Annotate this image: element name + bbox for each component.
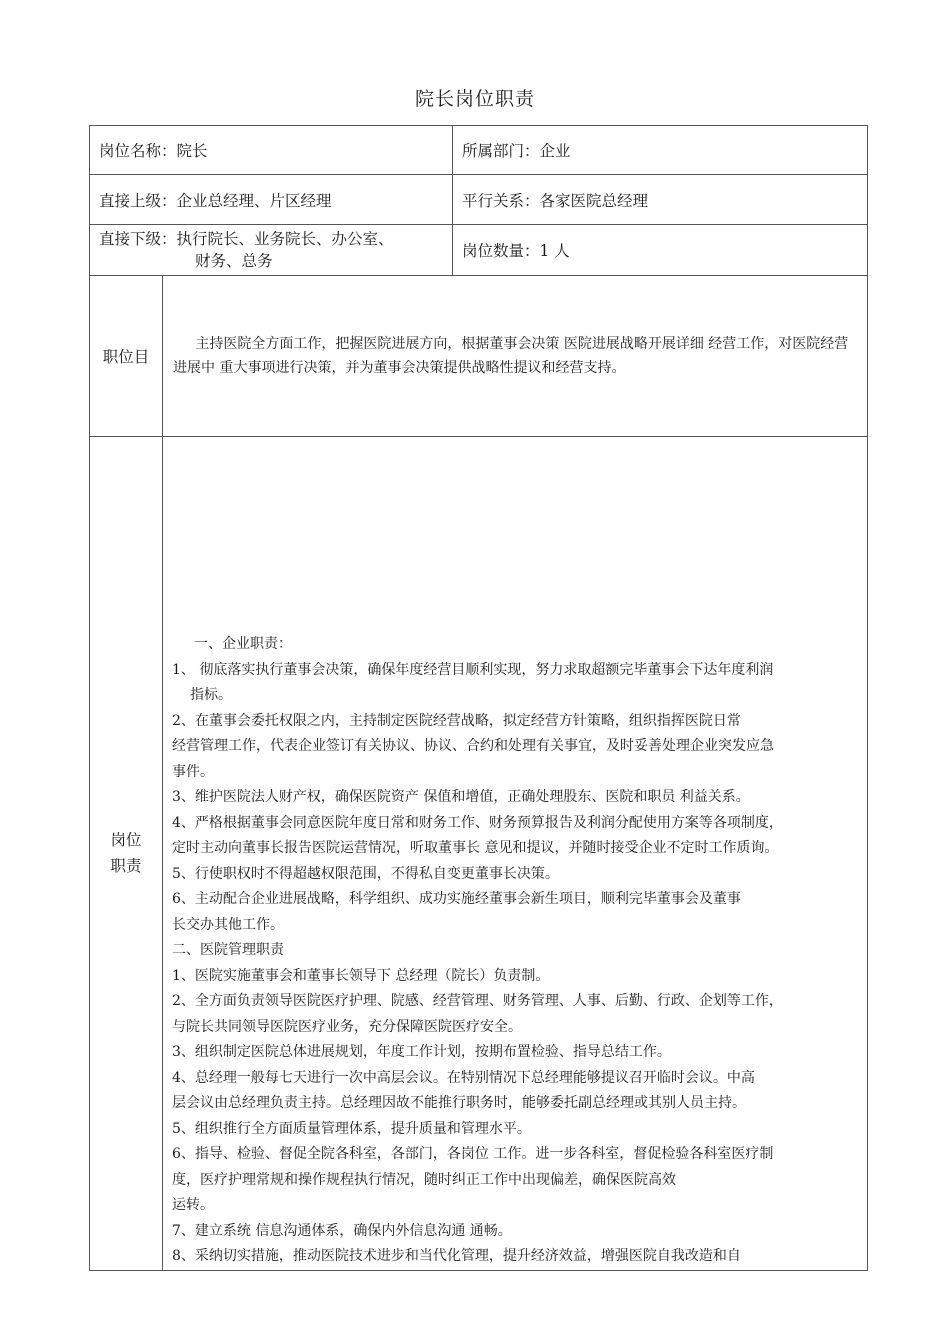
duty-line: 6、主动配合企业进展战略，科学组织、成功实施经董事会新生项目，顺利完毕董事会及董事 [172, 891, 741, 907]
duty-line: 2、全方面负责领导医院医疗护理、院感、经营管理、财务管理、人事、后勤、行政、企划等工作， [172, 993, 783, 1009]
duty-line: 指标。 [190, 687, 232, 703]
duties-label [90, 437, 163, 1271]
duty-line: 一、企业职责： [194, 636, 292, 652]
parallel-cell: 平行关系：各家医院总经理 [453, 175, 868, 225]
duty-line: 1、医院实施董事会和董事长领导下 总经理（院长）负责制。 [172, 967, 550, 984]
headcount-cell: 岗位数量：1 人 [453, 225, 868, 276]
duty-line: 定时主动向董事长报告医院运营情况，听取董事长 意见和提议，并随时接受企业不定时工作质询。 [172, 840, 779, 856]
row-subordinate [90, 225, 868, 276]
duties-label-line-2: 职责 [110, 857, 142, 876]
duty-line: 度，医疗护理常规和操作规程执行情况，随时纠正工作中出现偏差，确保医院高效 [172, 1171, 676, 1188]
duty-line: 经营管理工作，代表企业签订有关协议、协议、合约和处理有关事宜，及时妥善处理企业突发应急 [172, 738, 774, 754]
duty-line: 3、组织制定医院总体进展规划，年度工作计划，按期布置检验、指导总结工作。 [172, 1044, 671, 1060]
row-position-name [90, 126, 868, 175]
duty-line: 3、维护医院法人财产权，确保医院资产 保值和增值，正确处理股东、医院和职员 利益关系。 [172, 789, 750, 805]
subordinate-cell [90, 225, 453, 276]
duty-line: 长交办其他工作。 [172, 916, 284, 933]
row-duties [90, 437, 868, 1271]
duty-line: 6、指导、检验、督促全院各科室，各部门，各岗位 工作。进一步各科室，督促检验各科室医疗制 [172, 1146, 774, 1162]
duties-content [163, 437, 868, 1271]
duties-label-line-1: 岗位 [110, 831, 142, 850]
subordinate-line-2: 财务、总务 [195, 252, 273, 270]
row-superior [90, 175, 868, 225]
duty-line: 事件。 [172, 763, 214, 780]
duty-line: 7、建立系统 信息沟通体系，确保内外信息沟通 通畅。 [172, 1222, 512, 1239]
duty-line: 层会议由总经理负责主持。总经理因故不能推行职务时，能够委托副总经理或其别人员主持。 [172, 1095, 746, 1111]
duty-line: 4、严格根据董事会同意医院年度日常和财务工作、财务预算报告及利润分配使用方案等各项制度， [172, 814, 783, 831]
purpose-label: 职位目 [90, 276, 163, 437]
superior-cell: 直接上级：企业总经理、片区经理 [90, 175, 453, 225]
duty-line: 二、医院管理职责 [172, 942, 284, 958]
duty-line: 8、采纳切实措施，推动医院技术进步和当代化管理，提升经济效益，增强医院自我改造和自 [172, 1248, 741, 1264]
duty-line: 1、 彻底落实执行董事会决策，确保年度经营目顺利实现，努力求取超额完毕董事会下达年度利润 [172, 661, 774, 678]
purpose-text: 主持医院全方面工作，把握医院进展方向，根据董事会决策 医院进展战略开展详细 经营工作，对医院经营进展中 重大事项进行决策，并为董事会决策提供战略性提议和经营支持。 [163, 276, 868, 437]
duty-line: 5、组织推行全方面质量管理体系，提升质量和管理水平。 [172, 1120, 531, 1137]
subordinate-line-1: 直接下级：执行院长、业务院长、办公室、 [99, 230, 394, 248]
job-description-table [89, 125, 868, 1271]
page-title: 院长岗位职责 [414, 88, 535, 110]
duty-line: 与院长共同领导医院医疗业务，充分保障医院医疗安全。 [172, 1018, 522, 1035]
position-name-cell: 岗位名称：院长 [90, 126, 453, 175]
row-purpose [90, 276, 868, 437]
duty-line: 4、总经理一般每七天进行一次中高层会议。在特别情况下总经理能够提议召开临时会议。中高 [172, 1069, 755, 1086]
duty-line: 5、行使职权时不得超越权限范围，不得私自变更董事长决策。 [172, 865, 559, 882]
department-cell: 所属部门：企业 [453, 126, 868, 175]
duty-line: 运转。 [172, 1197, 214, 1213]
duty-line: 2、在董事会委托权限之内，主持制定医院经营战略，拟定经营方针策略，组织指挥医院日常 [172, 712, 741, 729]
